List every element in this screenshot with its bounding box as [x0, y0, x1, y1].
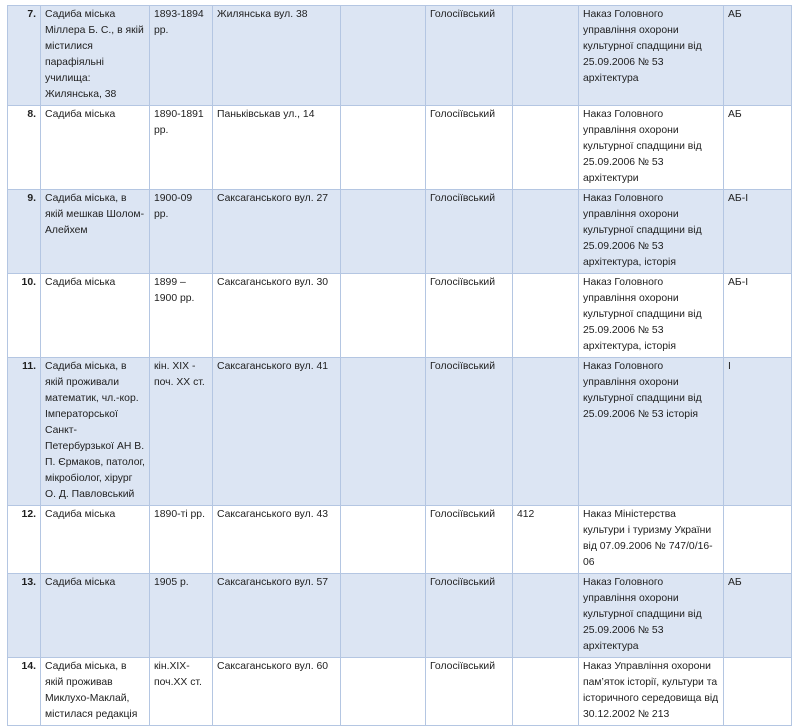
district: Голосіївський — [426, 506, 513, 574]
category — [724, 506, 792, 574]
category — [724, 658, 792, 726]
row-number: 11. — [8, 358, 41, 506]
object-name: Садиба міська, в якій проживали математик, чл.-кор. Імператорської Санкт-Петербурзької АН В. П. Єрмаков, патолог, мікробіолог, хірург О. Д. Павловський — [41, 358, 150, 506]
protection-number — [513, 358, 579, 506]
date: 1893-1894 рр. — [150, 6, 213, 106]
district: Голосіївський — [426, 190, 513, 274]
empty-cell — [341, 506, 426, 574]
legal-document: Наказ Управління охорони пам’яток історії, культури та історичного середовища від 30.12.2002 № 213 — [579, 658, 724, 726]
object-name: Садиба міська Міллера Б. С., в якій містилися парафіяльні училища: Жилянська, 38 — [41, 6, 150, 106]
district: Голосіївський — [426, 658, 513, 726]
address: Саксаганського вул. 60 — [213, 658, 341, 726]
date: 1905 р. — [150, 574, 213, 658]
date: 1899 – 1900 рр. — [150, 274, 213, 358]
address: Саксаганського вул. 30 — [213, 274, 341, 358]
empty-cell — [341, 190, 426, 274]
empty-cell — [341, 358, 426, 506]
category: АБ-І — [724, 274, 792, 358]
object-name: Садиба міська — [41, 574, 150, 658]
district: Голосіївський — [426, 274, 513, 358]
row-number: 8. — [8, 106, 41, 190]
district: Голосіївський — [426, 574, 513, 658]
table-row — [8, 658, 792, 726]
legal-document: Наказ Міністерства культури і туризму України від 07.09.2006 № 747/0/16-06 — [579, 506, 724, 574]
legal-document: Наказ Головного управління охорони культурної спадщини від 25.09.2006 № 53 архітектура — [579, 6, 724, 106]
address: Саксаганського вул. 43 — [213, 506, 341, 574]
protection-number — [513, 658, 579, 726]
protection-number — [513, 190, 579, 274]
protection-number — [513, 574, 579, 658]
legal-document: Наказ Головного управління охорони культурної спадщини від 25.09.2006 № 53 історія — [579, 358, 724, 506]
protection-number — [513, 274, 579, 358]
legal-document: Наказ Головного управління охорони культурної спадщини від 25.09.2006 № 53 архітектура — [579, 574, 724, 658]
legal-document: Наказ Головного управління охорони культурної спадщини від 25.09.2006 № 53 архітектури — [579, 106, 724, 190]
table-row — [8, 506, 792, 574]
date: кін.ХІХ-поч.ХХ ст. — [150, 658, 213, 726]
category: І — [724, 358, 792, 506]
date: 1890-1891 рр. — [150, 106, 213, 190]
row-number: 7. — [8, 6, 41, 106]
table-row — [8, 6, 792, 106]
row-number: 13. — [8, 574, 41, 658]
heritage-registry-table — [7, 5, 792, 726]
table-row — [8, 574, 792, 658]
empty-cell — [341, 658, 426, 726]
row-number: 10. — [8, 274, 41, 358]
legal-document: Наказ Головного управління охорони культурної спадщини від 25.09.2006 № 53 архітектура, історія — [579, 190, 724, 274]
table-row — [8, 190, 792, 274]
category: АБ — [724, 6, 792, 106]
address: Саксаганського вул. 41 — [213, 358, 341, 506]
empty-cell — [341, 6, 426, 106]
table-row — [8, 106, 792, 190]
object-name: Садиба міська — [41, 106, 150, 190]
category: АБ — [724, 106, 792, 190]
empty-cell — [341, 274, 426, 358]
date: 1890-ті рр. — [150, 506, 213, 574]
address: Паньківськав ул., 14 — [213, 106, 341, 190]
row-number: 14. — [8, 658, 41, 726]
table-row — [8, 358, 792, 506]
date: 1900-09 рр. — [150, 190, 213, 274]
object-name: Садиба міська, в якій проживав Миклухо-Маклай, містилася редакція — [41, 658, 150, 726]
row-number: 9. — [8, 190, 41, 274]
category: АБ-І — [724, 190, 792, 274]
category: АБ — [724, 574, 792, 658]
empty-cell — [341, 106, 426, 190]
protection-number: 412 — [513, 506, 579, 574]
legal-document: Наказ Головного управління охорони культурної спадщини від 25.09.2006 № 53 архітектура, історія — [579, 274, 724, 358]
object-name: Садиба міська — [41, 506, 150, 574]
table-row — [8, 274, 792, 358]
protection-number — [513, 6, 579, 106]
district: Голосіївський — [426, 106, 513, 190]
address: Саксаганського вул. 27 — [213, 190, 341, 274]
date: кін. ХІХ - поч. ХХ ст. — [150, 358, 213, 506]
object-name: Садиба міська — [41, 274, 150, 358]
address: Жилянська вул. 38 — [213, 6, 341, 106]
row-number: 12. — [8, 506, 41, 574]
district: Голосіївський — [426, 6, 513, 106]
address: Саксаганського вул. 57 — [213, 574, 341, 658]
protection-number — [513, 106, 579, 190]
empty-cell — [341, 574, 426, 658]
object-name: Садиба міська, в якій мешкав Шолом-Алейхем — [41, 190, 150, 274]
district: Голосіївський — [426, 358, 513, 506]
